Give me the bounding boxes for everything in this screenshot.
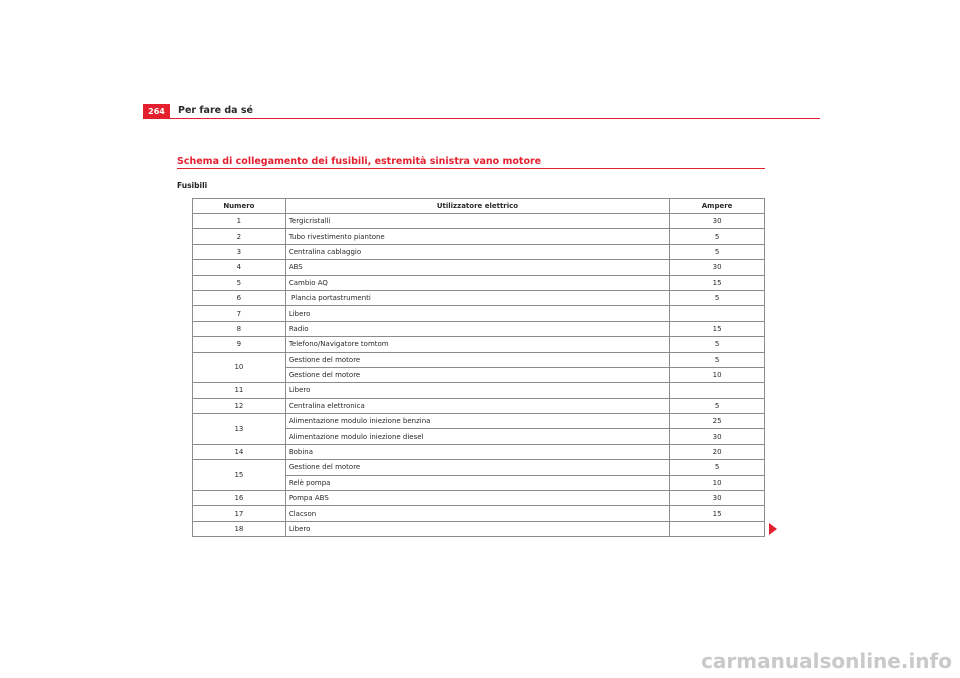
fuse-table-body <box>193 214 765 537</box>
fuse-user: Centralina cablaggio <box>285 244 669 259</box>
fuse-number: 1 <box>193 214 286 229</box>
fuse-number: 17 <box>193 506 286 521</box>
fuses-subheading: Fusibili <box>177 181 208 190</box>
table-row <box>193 444 765 459</box>
fuse-ampere: 10 <box>670 475 765 490</box>
fuse-number: 11 <box>193 383 286 398</box>
fuse-user: Radio <box>285 321 669 336</box>
section-title: Schema di collegamento dei fusibili, estremità sinistra vano motore <box>177 156 542 167</box>
fuse-ampere: 15 <box>670 321 765 336</box>
fuse-ampere <box>670 306 765 321</box>
watermark: carmanualsonline.info <box>701 649 952 673</box>
table-row <box>193 506 765 521</box>
fuse-number: 10 <box>193 352 286 383</box>
fuse-ampere: 5 <box>670 398 765 413</box>
fuse-user: Libero <box>285 383 669 398</box>
fuse-number: 18 <box>193 521 286 536</box>
fuse-ampere: 5 <box>670 460 765 475</box>
fuse-ampere: 30 <box>670 491 765 506</box>
fuse-ampere: 25 <box>670 414 765 429</box>
table-header-row <box>193 199 765 214</box>
fuse-user: Alimentazione modulo iniezione diesel <box>285 429 669 444</box>
fuse-ampere: 10 <box>670 367 765 382</box>
fuse-number: 9 <box>193 337 286 352</box>
table-row <box>193 290 765 305</box>
fuse-number: 5 <box>193 275 286 290</box>
fuse-user: Tubo rivestimento piantone <box>285 229 669 244</box>
fuse-user: Bobina <box>285 444 669 459</box>
fuse-ampere: 30 <box>670 429 765 444</box>
table-row <box>193 214 765 229</box>
fuse-user: Gestione del motore <box>285 460 669 475</box>
fuse-number: 7 <box>193 306 286 321</box>
fuse-ampere: 5 <box>670 352 765 367</box>
fuse-ampere <box>670 521 765 536</box>
running-title: Per fare da sé <box>178 105 253 116</box>
table-row <box>193 460 765 475</box>
fuse-user: Cambio AQ <box>285 275 669 290</box>
fuse-ampere <box>670 383 765 398</box>
table-row <box>193 306 765 321</box>
fuse-ampere: 5 <box>670 337 765 352</box>
column-header-ampere: Ampere <box>670 199 765 214</box>
fuse-ampere: 20 <box>670 444 765 459</box>
fuse-user: Alimentazione modulo iniezione benzina <box>285 414 669 429</box>
table-row <box>193 398 765 413</box>
fuse-ampere: 15 <box>670 275 765 290</box>
fuse-number: 12 <box>193 398 286 413</box>
fuse-user: Relè pompa <box>285 475 669 490</box>
fuse-user: Gestione del motore <box>285 352 669 367</box>
fuse-user: Libero <box>285 306 669 321</box>
table-row <box>193 352 765 367</box>
fuse-number: 14 <box>193 444 286 459</box>
fuse-user: Gestione del motore <box>285 367 669 382</box>
fuse-user: Centralina elettronica <box>285 398 669 413</box>
fuse-ampere: 5 <box>670 290 765 305</box>
table-row <box>193 260 765 275</box>
header-rule <box>143 118 820 119</box>
table-row <box>193 275 765 290</box>
fuse-user: Tergicristalli <box>285 214 669 229</box>
page-number-badge: 264 <box>143 104 170 118</box>
fuse-ampere: 5 <box>670 229 765 244</box>
fuse-number: 6 <box>193 290 286 305</box>
table-row <box>193 229 765 244</box>
fuse-user: Clacson <box>285 506 669 521</box>
table-row <box>193 383 765 398</box>
table-row <box>193 414 765 429</box>
fuse-user: Pompa ABS <box>285 491 669 506</box>
fuse-number: 4 <box>193 260 286 275</box>
section-title-rule <box>177 168 765 169</box>
fuse-ampere: 15 <box>670 506 765 521</box>
table-row <box>193 337 765 352</box>
fuse-ampere: 30 <box>670 260 765 275</box>
column-header-user: Utilizzatore elettrico <box>285 199 669 214</box>
fuse-user: ABS <box>285 260 669 275</box>
fuse-user: Plancia portastrumenti <box>285 290 669 305</box>
next-page-arrow-icon[interactable] <box>769 523 777 535</box>
table-row <box>193 244 765 259</box>
column-header-number: Numero <box>193 199 286 214</box>
table-row <box>193 491 765 506</box>
fuse-ampere: 30 <box>670 214 765 229</box>
fuse-number: 3 <box>193 244 286 259</box>
fuse-table <box>192 198 765 537</box>
fuse-ampere: 5 <box>670 244 765 259</box>
fuse-user: Libero <box>285 521 669 536</box>
fuse-number: 8 <box>193 321 286 336</box>
fuse-number: 13 <box>193 414 286 445</box>
fuse-number: 16 <box>193 491 286 506</box>
fuse-number: 15 <box>193 460 286 491</box>
fuse-user: Telefono/Navigatore tomtom <box>285 337 669 352</box>
fuse-number: 2 <box>193 229 286 244</box>
table-row <box>193 521 765 536</box>
table-row <box>193 321 765 336</box>
